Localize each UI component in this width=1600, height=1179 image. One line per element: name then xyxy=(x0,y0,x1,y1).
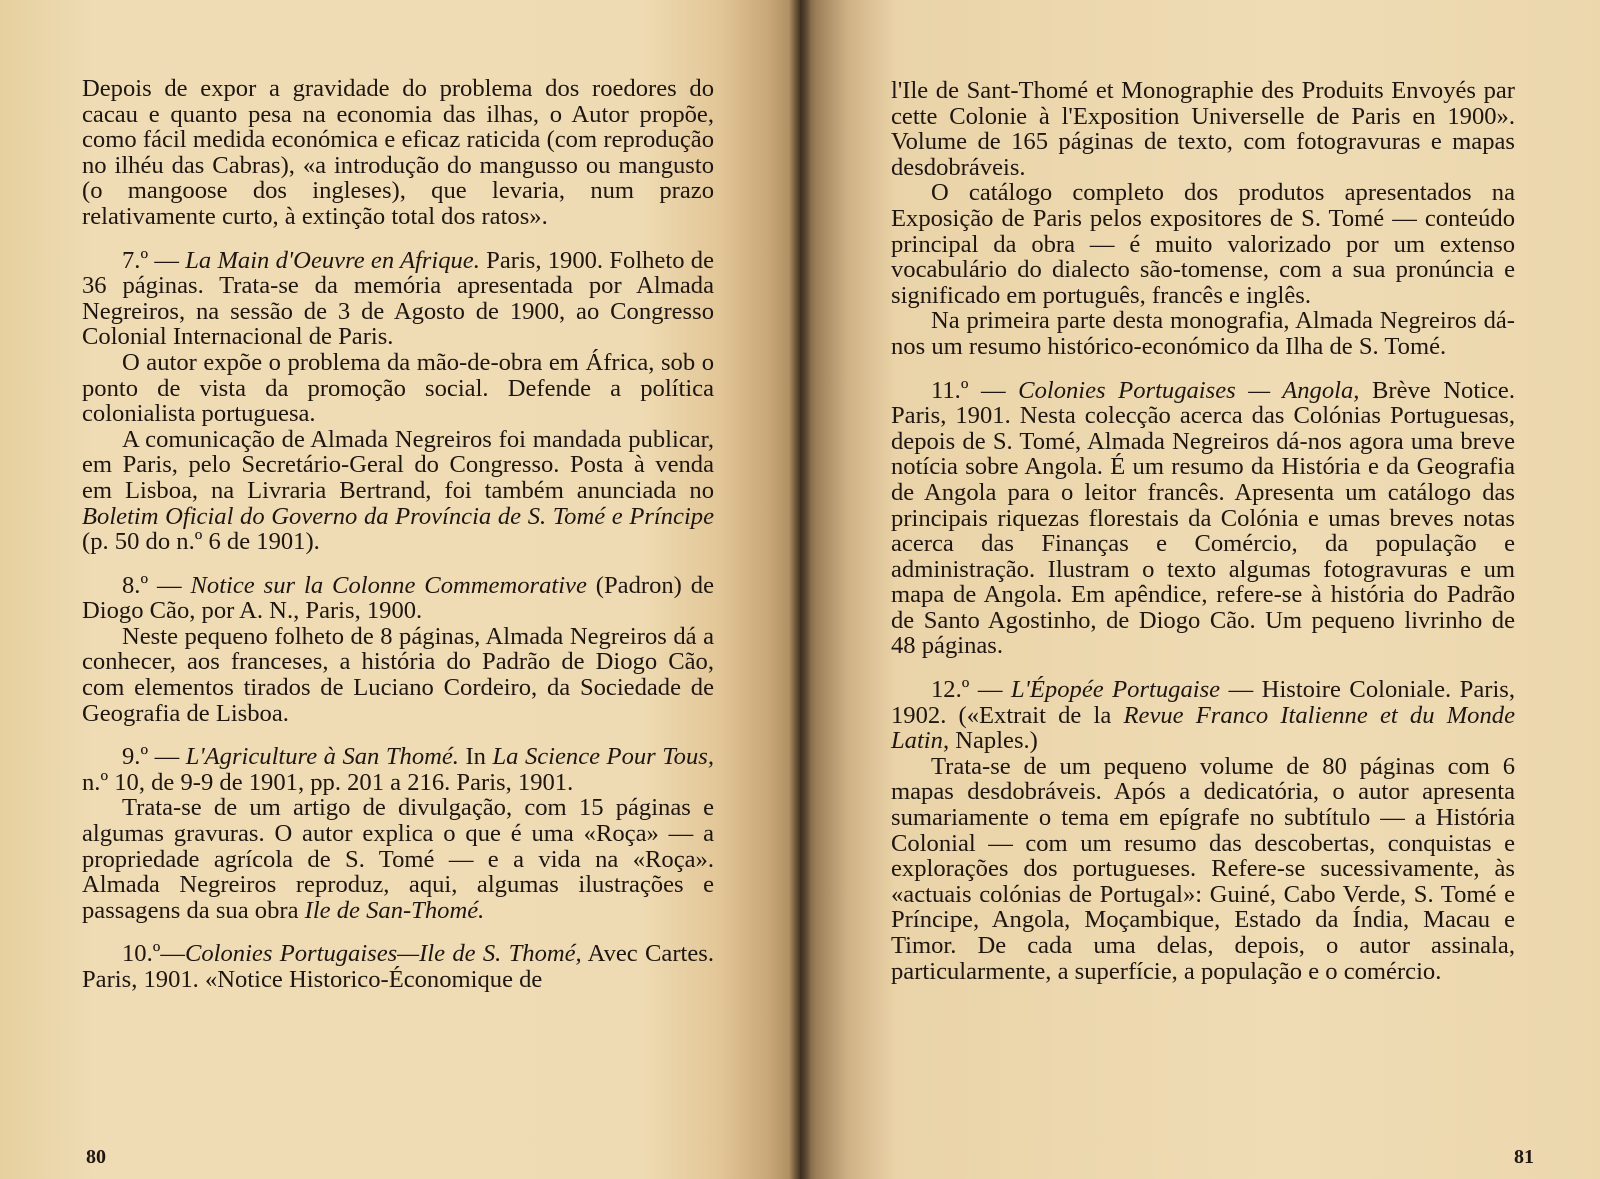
paragraph xyxy=(82,427,714,555)
text-run: (p. 50 do n.º 6 de 1901). xyxy=(82,528,320,556)
italic-title: Revue Franco Italienne et du Monde Latin xyxy=(891,701,1515,755)
text-run: — Histoire Coloniale. Paris, 1902. («Extrait de la xyxy=(891,676,1516,729)
bibliography-entry xyxy=(891,378,1515,660)
text-run: A comunicação de Almada Negreiros foi mandada publicar, em Paris, pelo Secretário-Geral do Congresso. Posta à venda em Lisboa, na Livraria Bertrand, foi também anunciada no xyxy=(82,425,714,504)
italic-title: La Science Pour Tous, xyxy=(492,743,714,771)
italic-title: Ile de San-Thomé. xyxy=(304,896,485,924)
text-run: Trata-se de um pequeno volume de 80 páginas com 6 mapas desdobráveis. Após a dedicatória, o autor apresenta sumariamente o tema em epígrafe no subtítulo — a História Colonial — com um resumo das descobertas, conquistas e explorações dos portugueses. Refere-se sucessivamente, às «actuais colónias de Portugal»: Guiné, Cabo Verde, S. Tomé e Príncipe, Angola, Moçambique, Estado da Índia, Macau e Timor. De cada uma delas, depois, o autor assinala, particularmente, a superfície, a população e o comércio. xyxy=(891,752,1515,985)
text-run: , Naples.) xyxy=(942,727,1038,755)
italic-title: Colonies Portugaises — Angola, xyxy=(1018,376,1360,404)
right-page-number: 81 xyxy=(1514,1146,1534,1168)
paragraph xyxy=(891,308,1515,359)
text-run: Neste pequeno folheto de 8 páginas, Almada Negreiros dá a conhecer, aos franceses, a história do Padrão de Diogo Cão, com elementos tirados de Luciano Cordeiro, da Sociedade de Geografia de Lisboa. xyxy=(82,622,714,727)
italic-title: Boletim Oficial do Governo da Província de S. Tomé e Príncipe xyxy=(82,502,714,530)
text-run: O catálogo completo dos produtos apresentados na Exposição de Paris pelos expositores de S. Tomé — conteúdo principal da obra — é muito valorizado por um extenso vocabulário do dialecto são-tomense, com a sua pronúncia e significado em português, francês e inglês. xyxy=(891,179,1515,309)
left-page-text xyxy=(82,76,714,993)
bibliography-entry xyxy=(82,248,714,350)
paragraph xyxy=(82,795,714,923)
text-run: l'Ile de Sant-Thomé et Monographie des Produits Envoyés par cette Colonie à l'Exposition Universelle de Paris en 1900». Volume de 165 páginas de texto, com fotogravuras e mapas desdobráveis. xyxy=(891,77,1515,181)
text-run: 12.º — xyxy=(931,676,1011,704)
text-run: (Padron) de Diogo Cão, por A. N., Paris, 1900. xyxy=(82,571,714,625)
paragraph xyxy=(891,754,1515,984)
text-run: In xyxy=(458,743,493,771)
text-run: Avec Cartes. Paris, 1901. «Notice Historico-Économique de xyxy=(82,940,714,993)
italic-title: L'Agriculture à San Thomé. xyxy=(185,743,459,771)
bibliography-entry xyxy=(82,941,714,992)
paragraph xyxy=(82,76,714,230)
text-run: Paris, 1900. Folheto de 36 páginas. Trata-se da memória apresentada por Almada Negreiros, na sessão de 3 de Agosto de 1900, ao Congresso Colonial Internacional de Paris. xyxy=(82,246,714,351)
italic-title: L'Épopée Portugaise xyxy=(1010,676,1221,704)
text-run: Na primeira parte desta monografia, Almada Negreiros dá-nos um resumo histórico-económico da Ilha de S. Tomé. xyxy=(891,307,1515,360)
text-run: Trata-se de um artigo de divulgação, com 15 páginas e algumas gravuras. O autor explica o que é uma «Roça» — a propriedade agrícola de S. Tomé — e a vida na «Roça». Almada Negreiros reproduz, aqui, algumas ilustrações e passagens da sua obra xyxy=(82,794,714,924)
text-run: Brève Notice. Paris, 1901. Nesta colecção acerca das Colónias Portuguesas, depois de S. Tomé, Almada Negreiros dá-nos agora uma breve notícia sobre Angola. É um resumo da História e da Geografia de Angola para o leitor francês. Apresenta um catálogo das principais riquezas florestais da Colónia e umas breves notas acerca das Finanças e Comércio, da população e administração. Ilustram o texto algumas fotogravuras e um mapa de Angola. Em apêndice, refere-se à história do Padrão de Santo Agostinho, de Diogo Cão. Um pequeno livrinho de 48 páginas. xyxy=(891,376,1515,660)
italic-title: La Main d'Oeuvre en Afrique. xyxy=(185,246,480,274)
text-run: n.º 10, de 9-9 de 1901, pp. 201 a 216. Paris, 1901. xyxy=(82,768,574,796)
right-page xyxy=(800,0,1600,1179)
text-run: 7.º — xyxy=(122,246,186,274)
bibliography-entry xyxy=(82,573,714,624)
book-gutter xyxy=(789,0,811,1179)
text-run: O autor expõe o problema da mão-de-obra em África, sob o ponto de vista da promoção social. Defende a política colonialista portuguesa. xyxy=(82,348,714,428)
paragraph xyxy=(891,78,1515,180)
paragraph xyxy=(82,350,714,427)
italic-title: Colonies Portugaises—Ile de S. Thomé, xyxy=(184,940,582,968)
left-page-number: 80 xyxy=(86,1146,106,1168)
text-run: Depois de expor a gravidade do problema dos roedores do cacau e quanto pesa na economia das ilhas, o Autor propõe, como fácil medida económica e eficaz raticida (com reprodução no ilhéu das Cabras), «a introdução do mangusso ou mangusto (o mangoose dos ingleses), que levaria, num prazo relativamente curto, à extinção total dos ratos». xyxy=(82,75,714,230)
text-run: 9.º — xyxy=(122,743,186,771)
text-run: 10.º— xyxy=(122,940,185,968)
italic-title: Notice sur la Colonne Commemorative xyxy=(190,571,587,599)
text-run: 11.º — xyxy=(931,376,1019,404)
paragraph xyxy=(891,180,1515,308)
bibliography-entry xyxy=(891,677,1515,754)
right-page-text xyxy=(891,78,1515,984)
paragraph xyxy=(82,624,714,726)
bibliography-entry xyxy=(82,744,714,795)
text-run: 8.º — xyxy=(122,571,191,599)
